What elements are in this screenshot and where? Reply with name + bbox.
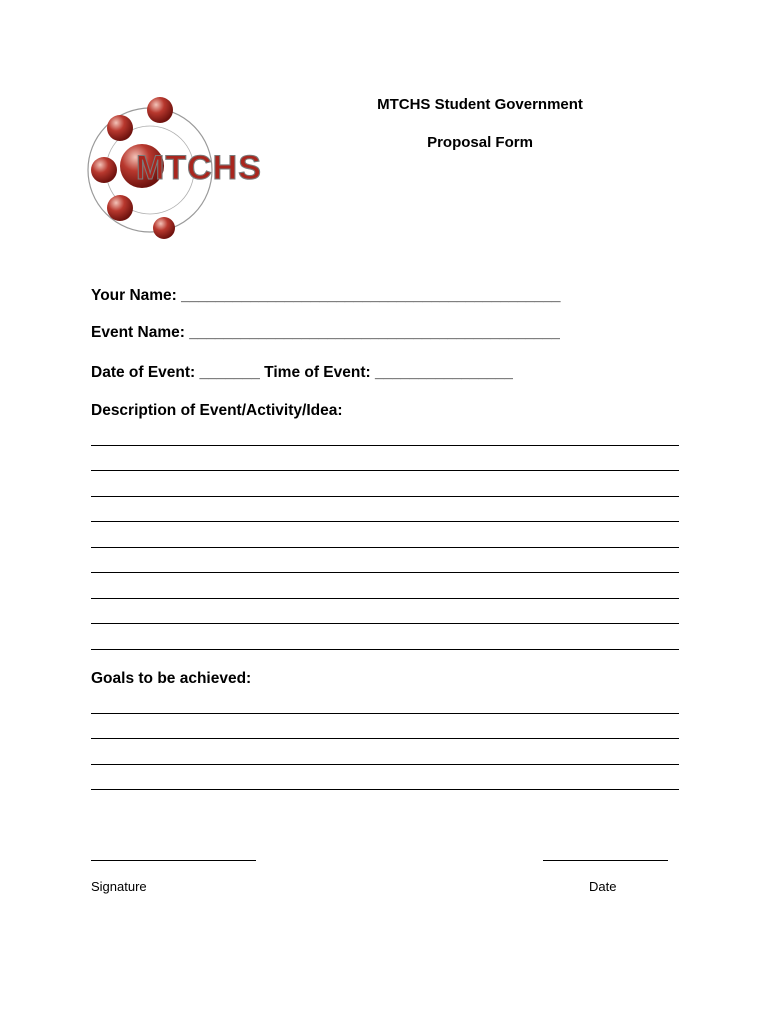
logo-sphere (147, 97, 173, 123)
blank-line (91, 471, 679, 497)
blank-line (91, 688, 679, 714)
date-time-field: Date of Event: _______ Time of Event: ________________ (91, 364, 513, 381)
blank-line (91, 522, 679, 548)
blank-line (91, 739, 679, 765)
goals-label: Goals to be achieved: (91, 670, 252, 687)
form-title: MTCHS Student Government (377, 96, 583, 113)
logo-sphere (153, 217, 175, 239)
blank-line (91, 548, 679, 574)
blank-line (91, 420, 679, 446)
description-label: Description of Event/Activity/Idea: (91, 402, 343, 419)
logo-sphere (107, 195, 133, 221)
blank-line (91, 599, 679, 625)
blank-line (91, 497, 679, 523)
logo-wordmark: MTCHS (136, 149, 262, 187)
form-subtitle: Proposal Form (427, 134, 533, 151)
blank-line (91, 714, 679, 740)
your-name-field: Your Name: ____________________________________________ (91, 287, 561, 304)
description-lines (91, 420, 679, 650)
logo-sphere (107, 115, 133, 141)
logo-sphere (91, 157, 117, 183)
date-line (543, 860, 668, 861)
signature-label: Signature (91, 879, 147, 894)
signature-line (91, 860, 256, 861)
blank-line (91, 446, 679, 472)
blank-line (91, 573, 679, 599)
goals-lines (91, 688, 679, 790)
event-name-field: Event Name: ___________________________________________ (91, 324, 560, 341)
blank-line (91, 765, 679, 791)
blank-line (91, 624, 679, 650)
mtchs-logo (80, 88, 280, 248)
date-label: Date (589, 879, 617, 894)
